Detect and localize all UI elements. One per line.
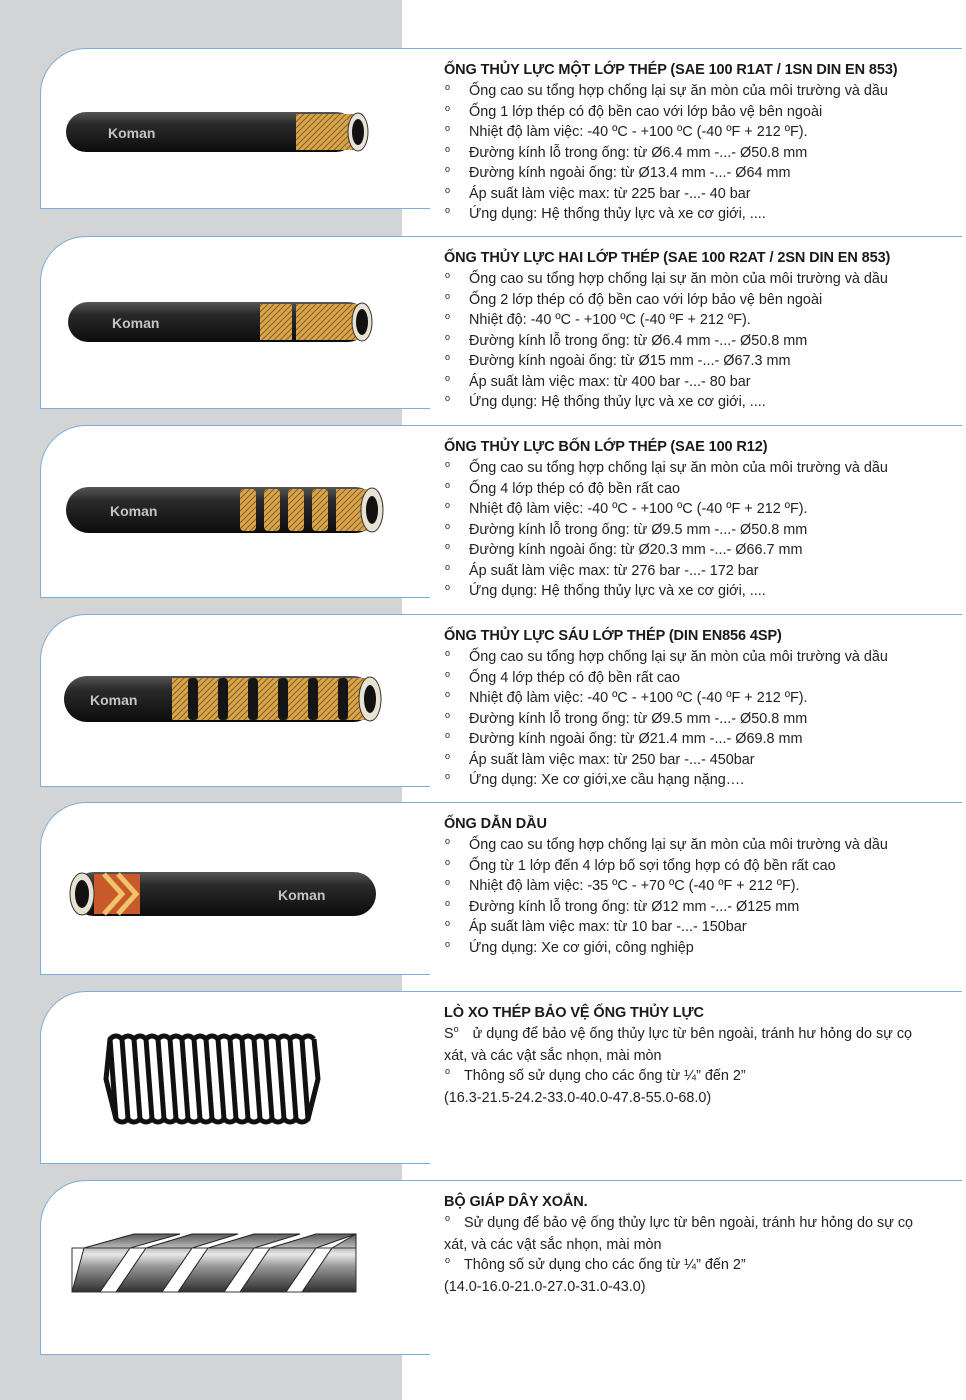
spring-line4: (16.3-21.5-24.2-33.0-40.0-47.8-55.0-68.0) <box>444 1089 712 1106</box>
section-rule <box>402 48 962 49</box>
card-base-rule <box>40 1163 430 1164</box>
product-section-5 <box>0 802 966 992</box>
product-title: LÒ XO THÉP BẢO VỆ ỐNG THỦY LỰC <box>444 1005 704 1021</box>
spec-item: o Ống cao su tổng hợp chống lại sự ăn mòn của môi trường và dầu <box>444 458 959 479</box>
card-base-rule <box>40 408 430 409</box>
spring-line2: xát, và các vật sắc nhọn, mài mòn <box>444 1047 662 1064</box>
spring-line1-prefix: S <box>444 1026 454 1042</box>
armor-text <box>444 1194 959 1297</box>
spec-item: o Áp suất làm việc max: từ 250 bar -...- 450bar <box>444 750 959 771</box>
bullet-marker: o <box>445 1255 451 1265</box>
section-rule <box>402 802 962 803</box>
bullet-marker: o <box>445 1066 451 1076</box>
spec-item: o Nhiệt độ làm việc: -35 ºC - +70 ºC (-40 ºF + 212 ºF). <box>444 876 959 897</box>
spring-description <box>444 1024 959 1108</box>
spring-line1: ử dụng để bảo vệ ống thủy lực từ bên ngoài, tránh hư hỏng do sự cọ <box>472 1026 913 1042</box>
spec-item: o Ống cao su tổng hợp chống lại sự ăn mòn của môi trường và dầu <box>444 269 959 290</box>
product-title: ỐNG THỦY LỰC BỐN LỚP THÉP (SAE 100 R12) <box>444 439 768 455</box>
product-text-1 <box>444 62 959 225</box>
hose-1sn-illustration <box>60 106 390 160</box>
spec-item: o Đường kính ngoài ống: từ Ø13.4 mm -...- Ø64 mm <box>444 163 959 184</box>
armor-description <box>444 1213 959 1297</box>
product-title: ỐNG THỦY LỰC SÁU LỚP THÉP (DIN EN856 4SP) <box>444 628 782 644</box>
spec-item: o Áp suất làm việc max: từ 276 bar -...- 172 bar <box>444 561 959 582</box>
product-section-4 <box>0 614 966 804</box>
spec-item: o Nhiệt độ làm việc: -40 ºC - +100 ºC (-40 ºF + 212 ºF). <box>444 499 959 520</box>
spec-item: o Nhiệt độ làm việc: -40 ºC - +100 ºC (-40 ºF + 212 ºF). <box>444 122 959 143</box>
steel-spring-illustration <box>60 1029 390 1129</box>
card-base-rule <box>40 597 430 598</box>
oil-hose-illustration <box>60 866 390 922</box>
product-text-3 <box>444 439 959 602</box>
armor-line4: (14.0-16.0-21.0-27.0-31.0-43.0) <box>444 1278 646 1295</box>
spec-item: o Ứng dụng: Xe cơ giới,xe cầu hạng nặng…. <box>444 770 959 791</box>
product-text-5 <box>444 816 959 958</box>
spec-item: o Ứng dụng: Hệ thống thủy lực và xe cơ giới, .... <box>444 204 959 225</box>
spring-text <box>444 1005 959 1108</box>
brand-logo: Koman <box>90 692 138 708</box>
spec-item: o Đường kính lỗ trong ống: từ Ø9.5 mm -...- Ø50.8 mm <box>444 520 959 541</box>
spring-line3: Thông số sử dụng cho các ống từ ¼” đến 2” <box>464 1068 746 1084</box>
hose-4sp-illustration <box>60 670 390 730</box>
bullet-marker: o <box>453 1024 459 1034</box>
spec-list <box>444 835 959 958</box>
spec-item: o Nhiệt độ: -40 ºC - +100 ºC (-40 ºF + 212 ºF). <box>444 310 959 331</box>
card-base-rule <box>40 974 430 975</box>
product-section-1 <box>0 48 966 238</box>
spec-item: o Ống 1 lớp thép có độ bền cao với lớp bảo vệ bên ngoài <box>444 102 959 123</box>
product-text-2 <box>444 250 959 413</box>
spec-item: o Đường kính lỗ trong ống: từ Ø6.4 mm -...- Ø50.8 mm <box>444 331 959 352</box>
armor-section <box>0 1180 966 1370</box>
spec-item: o Ống cao su tổng hợp chống lại sự ăn mòn của môi trường và dầu <box>444 81 959 102</box>
product-section-2 <box>0 236 966 426</box>
product-title: ỐNG THỦY LỰC HAI LỚP THÉP (SAE 100 R2AT / 2SN DIN EN 853) <box>444 250 891 266</box>
spec-item: o Đường kính ngoài ống: từ Ø15 mm -...- Ø67.3 mm <box>444 351 959 372</box>
spec-list <box>444 458 959 602</box>
product-title: ỐNG DẪN DẦU <box>444 816 547 832</box>
product-text-4 <box>444 628 959 791</box>
section-rule <box>402 614 962 615</box>
armor-line2: xát, và các vật sắc nhọn, mài mòn <box>444 1236 662 1253</box>
spiral-guard-illustration <box>60 1226 390 1302</box>
spec-item: o Ống từ 1 lớp đến 4 lớp bố sợi tổng hợp có độ bền rất cao <box>444 856 959 877</box>
spec-list <box>444 647 959 791</box>
spec-item: o Áp suất làm việc max: từ 10 bar -...- 150bar <box>444 917 959 938</box>
brand-logo: Koman <box>108 125 156 141</box>
product-section-3 <box>0 425 966 615</box>
spec-item: o Đường kính ngoài ống: từ Ø21.4 mm -...- Ø69.8 mm <box>444 729 959 750</box>
spec-item: o Ống 2 lớp thép có độ bền cao với lớp bảo vệ bên ngoài <box>444 290 959 311</box>
brand-logo: Koman <box>278 887 326 903</box>
spec-item: o Ống cao su tổng hợp chống lại sự ăn mòn của môi trường và dầu <box>444 835 959 856</box>
spec-item: o Đường kính lỗ trong ống: từ Ø9.5 mm -...- Ø50.8 mm <box>444 709 959 730</box>
product-title: BỘ GIÁP DÂY XOẮN. <box>444 1194 588 1210</box>
spec-item: o Ống cao su tổng hợp chống lại sự ăn mòn của môi trường và dầu <box>444 647 959 668</box>
section-rule <box>402 1180 962 1181</box>
spec-item: o Ứng dụng: Hệ thống thủy lực và xe cơ giới, .... <box>444 581 959 602</box>
spec-list <box>444 269 959 413</box>
hose-2sn-illustration <box>60 296 390 350</box>
armor-line1: Sử dụng để bảo vệ ống thủy lực từ bên ngoài, tránh hư hỏng do sự cọ <box>464 1215 914 1231</box>
card-base-rule <box>40 208 430 209</box>
armor-line3: Thông số sử dụng cho các ống từ ¼” đến 2” <box>464 1257 746 1273</box>
spec-item: o Đường kính ngoài ống: từ Ø20.3 mm -...- Ø66.7 mm <box>444 540 959 561</box>
bullet-marker: o <box>445 1213 451 1223</box>
spring-section <box>0 991 966 1181</box>
product-title: ỐNG THỦY LỰC MỘT LỚP THÉP (SAE 100 R1AT / 1SN DIN EN 853) <box>444 62 898 78</box>
hose-r12-illustration <box>60 481 390 541</box>
section-rule <box>402 236 962 237</box>
spec-item: o Ống 4 lớp thép có độ bền rất cao <box>444 668 959 689</box>
spec-item: o Nhiệt độ làm việc: -40 ºC - +100 ºC (-40 ºF + 212 ºF). <box>444 688 959 709</box>
spec-list <box>444 81 959 225</box>
spec-item: o Đường kính lỗ trong ống: từ Ø6.4 mm -...- Ø50.8 mm <box>444 143 959 164</box>
spec-item: o Ứng dụng: Hệ thống thủy lực và xe cơ giới, .... <box>444 392 959 413</box>
section-rule <box>402 425 962 426</box>
brand-logo: Koman <box>112 315 160 331</box>
section-rule <box>402 991 962 992</box>
spec-item: o Ống 4 lớp thép có độ bền rất cao <box>444 479 959 500</box>
spec-item: o Áp suất làm việc max: từ 225 bar -...- 40 bar <box>444 184 959 205</box>
spec-item: o Áp suất làm việc max: từ 400 bar -...- 80 bar <box>444 372 959 393</box>
brand-logo: Koman <box>110 503 158 519</box>
spec-item: o Ứng dụng: Xe cơ giới, công nghiệp <box>444 938 959 959</box>
card-base-rule <box>40 1354 430 1355</box>
card-base-rule <box>40 786 430 787</box>
spec-item: o Đường kính lỗ trong ống: từ Ø12 mm -...- Ø125 mm <box>444 897 959 918</box>
